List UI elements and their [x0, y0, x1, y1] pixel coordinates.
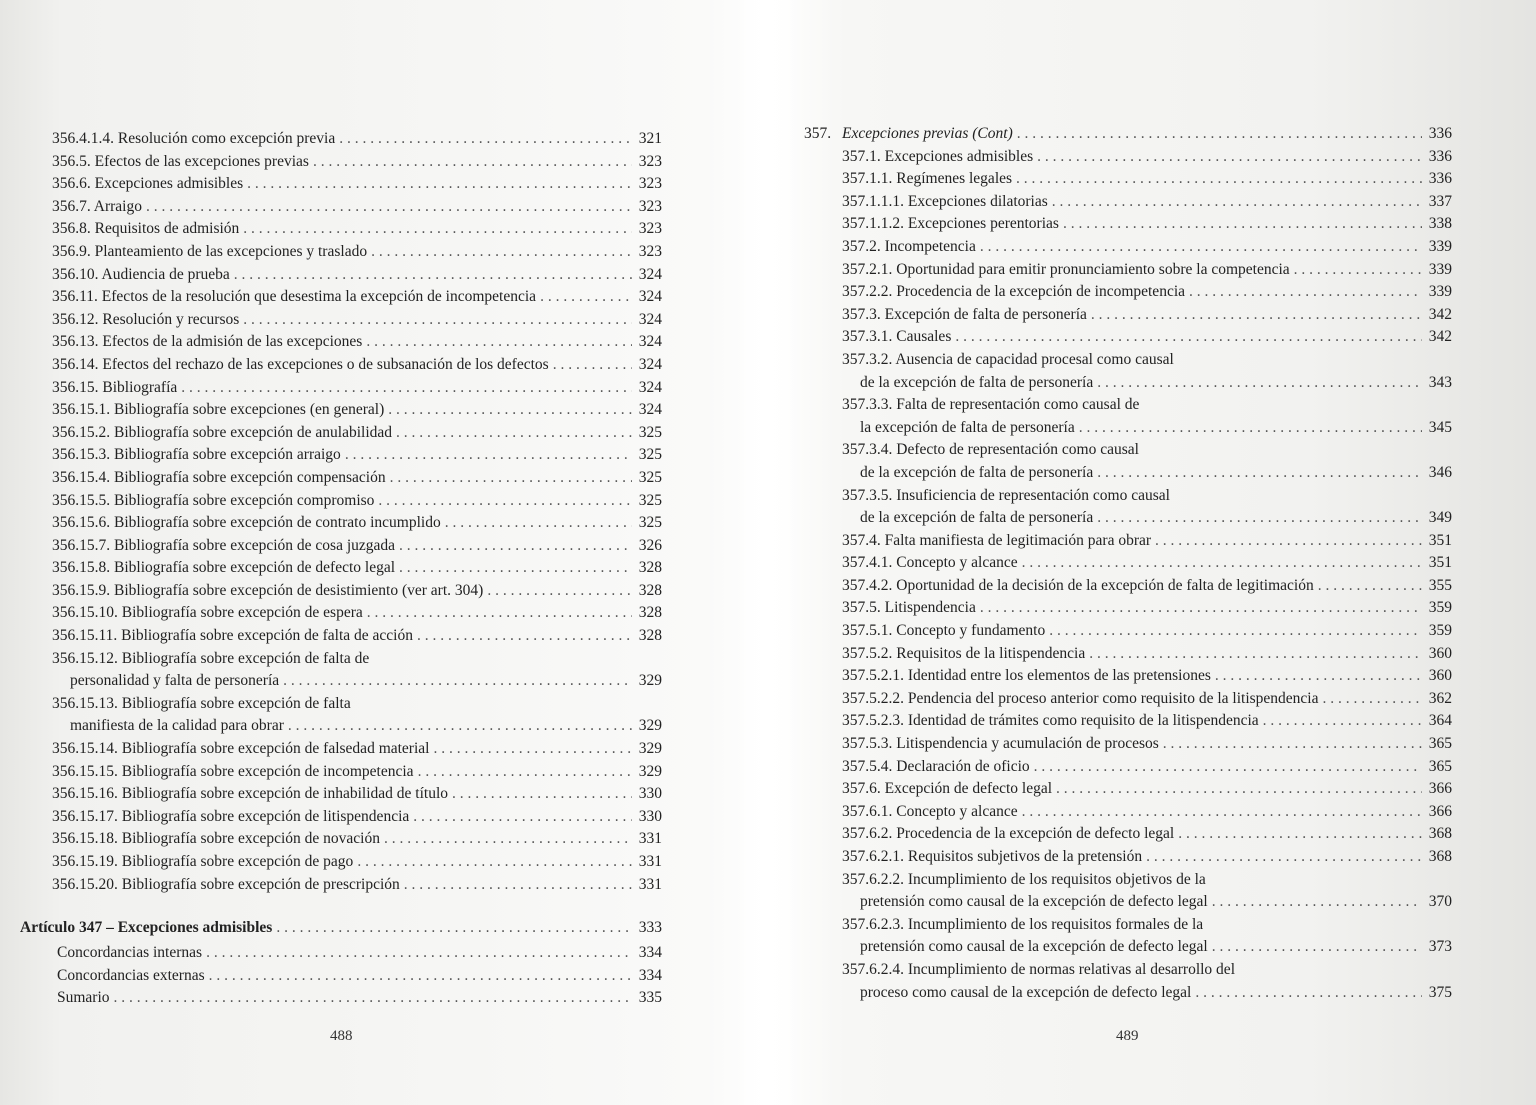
toc-entry-page: 321	[638, 130, 662, 147]
toc-entry-page: 328	[638, 627, 662, 645]
toc-entry-page: 324	[638, 378, 662, 396]
toc-entry	[842, 846, 1452, 869]
toc-entry-page: 328	[638, 604, 662, 622]
article-sub-list	[57, 942, 662, 1010]
toc-entry	[842, 643, 1452, 666]
toc-entry	[842, 281, 1452, 304]
dot-leader	[1022, 552, 1422, 575]
toc-entry-title: 357.6.2. Procedencia de la excepción de defecto legal	[842, 825, 1175, 843]
toc-entry-title-continued: de la excepción de falta de personería	[860, 509, 1094, 527]
toc-entry-page: 336	[1428, 170, 1452, 188]
toc-entry	[842, 914, 1452, 959]
toc-entry	[842, 530, 1452, 553]
toc-entry-page: 375	[1428, 983, 1452, 1001]
toc-entry	[842, 710, 1452, 733]
toc-entry-page: 368	[1428, 848, 1452, 865]
toc-entry	[52, 241, 662, 264]
toc-entry-title: 357.5.2.2. Pendencia del proceso anterior como requisito de la litispendencia	[842, 689, 1319, 707]
toc-entry-title: 356.15.15. Bibliografía sobre excepción de incompetencia	[52, 762, 414, 780]
toc-entry-title: 356.15.1. Bibliografía sobre excepciones (en general)	[52, 401, 385, 419]
toc-entry	[842, 439, 1452, 484]
toc-entry-title: 357.2.2. Procedencia de la excepción de incompetencia	[842, 283, 1186, 301]
toc-entry-title: 357.3.2. Ausencia de capacidad procesal como causal	[842, 350, 1174, 368]
toc-entry	[842, 259, 1452, 282]
toc-entry-page: 323	[638, 152, 662, 170]
toc-entry-page: 342	[1428, 305, 1452, 323]
toc-entry-page: 323	[638, 197, 662, 215]
toc-entry	[52, 580, 662, 603]
toc-entry-title-continued: de la excepción de falta de personería	[860, 373, 1094, 391]
toc-entry-page: 330	[638, 807, 662, 825]
dot-leader	[1022, 801, 1422, 824]
toc-entry-page: 365	[1428, 735, 1452, 753]
toc-entry	[52, 625, 662, 648]
toc-entry	[52, 512, 662, 535]
toc-entry	[52, 602, 662, 625]
toc-entry	[52, 490, 662, 513]
toc-entry-title: 357.5.2.1. Identidad entre los elementos de las pretensiones	[842, 667, 1211, 685]
dot-leader	[1195, 982, 1422, 1005]
dot-leader	[378, 490, 632, 513]
toc-entry-title: 357.5.3. Litispendencia y acumulación de procesos	[842, 735, 1159, 753]
toc-entry-title: Excepciones previas (Cont)	[842, 125, 1013, 142]
toc-entry	[52, 377, 662, 400]
toc-entry	[842, 688, 1452, 711]
toc-entry-page: 351	[1428, 531, 1452, 549]
dot-leader	[243, 218, 632, 241]
toc-entry	[842, 168, 1452, 191]
dot-leader	[1212, 891, 1422, 914]
dot-leader	[487, 580, 632, 603]
dot-leader	[540, 286, 632, 309]
toc-entry-title: 356.15.10. Bibliografía sobre excepción de espera	[52, 604, 363, 622]
dot-leader	[396, 422, 632, 445]
toc-entry-page: 324	[638, 288, 662, 306]
toc-entry-title-continued: pretensión como causal de la excepción de defecto legal	[860, 938, 1208, 956]
toc-entry	[52, 851, 662, 874]
toc-entry	[842, 123, 1452, 146]
toc-entry	[52, 535, 662, 558]
dot-leader	[247, 173, 632, 196]
dot-leader	[1016, 168, 1422, 191]
toc-entry	[842, 756, 1452, 779]
dot-leader	[1263, 710, 1422, 733]
toc-entry-title: Sumario	[57, 989, 110, 1007]
toc-entry-page: 329	[638, 672, 662, 690]
toc-entry	[842, 778, 1452, 801]
dot-leader	[371, 241, 632, 264]
toc-entry-title: Concordancias internas	[57, 944, 203, 961]
article-heading-title: Artículo 347 – Excepciones admisibles	[20, 919, 273, 936]
right-page-number: 489	[1116, 1028, 1139, 1044]
dot-leader	[243, 309, 632, 332]
dot-leader	[1189, 281, 1422, 304]
toc-entry-page: 349	[1428, 509, 1452, 527]
toc-entry-page: 336	[1428, 147, 1452, 165]
toc-entry	[842, 823, 1452, 846]
toc-entry	[842, 349, 1452, 394]
article-heading	[20, 917, 662, 940]
toc-entry-title: 356.15.18. Bibliografía sobre excepción de novación	[52, 830, 380, 848]
dot-leader	[345, 444, 632, 467]
toc-entry-page: 323	[638, 220, 662, 238]
toc-entry-page: 343	[1428, 373, 1452, 391]
toc-entry-page: 326	[638, 536, 662, 554]
dot-leader	[288, 715, 632, 738]
dot-leader	[276, 917, 632, 940]
toc-entry-page: 325	[638, 423, 662, 441]
dot-leader	[1146, 846, 1422, 869]
toc-entry	[52, 648, 662, 693]
toc-entry-title: 356.15.2. Bibliografía sobre excepción de anulabilidad	[52, 423, 393, 441]
toc-entry-title: 357.5.2.3. Identidad de trámites como requisito de la litispendencia	[842, 712, 1259, 730]
toc-entry	[52, 806, 662, 829]
toc-entry-title: 356.9. Planteamiento de las excepciones y traslado	[52, 242, 368, 260]
left-page-number: 488	[330, 1028, 353, 1044]
dot-leader	[1091, 304, 1422, 327]
toc-entry-title: 356.15.5. Bibliografía sobre excepción compromiso	[52, 491, 375, 509]
toc-entry-title: 356.10. Audiencia de prueba	[52, 265, 230, 283]
toc-entry-title: 356.15.13. Bibliografía sobre excepción de falta	[52, 694, 351, 712]
dot-leader	[1097, 462, 1422, 485]
toc-entry-page: 338	[1428, 215, 1452, 233]
toc-entry-page: 331	[638, 830, 662, 848]
toc-entry-title: 357.6.1. Concepto y alcance	[842, 802, 1018, 820]
toc-entry-title: 356.11. Efectos de la resolución que desestima la excepción de incompetencia	[52, 288, 537, 306]
toc-entry-page: 336	[1428, 125, 1452, 142]
toc-entry-page: 325	[638, 514, 662, 532]
toc-entry-title: 356.15.3. Bibliografía sobre excepción arraigo	[52, 446, 341, 464]
toc-entry-page: 329	[638, 762, 662, 780]
dot-leader	[1097, 372, 1422, 395]
toc-entry-title: 357.6.2.2. Incumplimiento de los requisitos objetivos de la	[842, 870, 1206, 888]
toc-entry-page: 324	[638, 401, 662, 419]
dot-leader	[980, 236, 1422, 259]
toc-entry	[57, 965, 662, 988]
dot-leader	[357, 851, 632, 874]
toc-entry-title: 357.5.2. Requisitos de la litispendencia	[842, 644, 1086, 662]
toc-entry-page: 328	[638, 559, 662, 577]
toc-entry	[52, 399, 662, 422]
toc-entry	[842, 733, 1452, 756]
toc-entry	[842, 801, 1452, 824]
dot-leader	[399, 557, 632, 580]
toc-entry-page: 359	[1428, 599, 1452, 617]
toc-entry-title: 356.15.19. Bibliografía sobre excepción de pago	[52, 853, 354, 870]
right-toc-list	[842, 123, 1452, 1004]
toc-entry-title: 357.1.1. Regímenes legales	[842, 170, 1013, 188]
toc-entry-page: 339	[1428, 237, 1452, 255]
toc-entry-title: 356.6. Excepciones admisibles	[52, 175, 244, 193]
dot-leader	[367, 602, 632, 625]
dot-leader	[1212, 936, 1422, 959]
toc-entry-title: 356.8. Requisitos de admisión	[52, 220, 240, 238]
toc-entry-title: 356.14. Efectos del rechazo de las excepciones o de subsanación de los defectos	[52, 355, 549, 373]
toc-entry-page: 329	[638, 740, 662, 758]
toc-entry-title: 357.5. Litispendencia	[842, 599, 976, 617]
dot-leader	[313, 151, 632, 174]
toc-entry	[52, 422, 662, 445]
toc-entry	[842, 485, 1452, 530]
toc-entry	[52, 761, 662, 784]
dot-leader	[146, 196, 632, 219]
toc-entry	[842, 597, 1452, 620]
toc-entry	[52, 331, 662, 354]
toc-entry-title: 357.1.1.1. Excepciones dilatorias	[842, 192, 1048, 210]
toc-entry-page: 329	[638, 717, 662, 735]
dot-leader	[390, 467, 632, 490]
dot-leader	[413, 806, 632, 829]
toc-entry	[52, 738, 662, 761]
toc-entry	[842, 236, 1452, 259]
toc-entry	[842, 665, 1452, 688]
dot-leader	[209, 965, 632, 988]
dot-leader	[1097, 507, 1422, 530]
toc-entry-page: 345	[1428, 418, 1452, 436]
toc-entry	[57, 942, 662, 965]
toc-entry	[52, 218, 662, 241]
toc-entry-title: 357.6.2.4. Incumplimiento de normas relativas al desarrollo del	[842, 960, 1235, 978]
dot-leader	[283, 670, 632, 693]
toc-entry-page: 346	[1428, 463, 1452, 481]
dot-leader	[388, 399, 632, 422]
toc-entry-page: 328	[638, 581, 662, 599]
toc-entry-title: 356.15.16. Bibliografía sobre excepción de inhabilidad de título	[52, 785, 449, 803]
dot-leader	[1155, 530, 1422, 553]
toc-entry-title: 357.6.2.1. Requisitos subjetivos de la pretensión	[842, 848, 1143, 865]
dot-leader	[404, 874, 632, 897]
dot-leader	[1178, 823, 1422, 846]
dot-leader	[1052, 191, 1422, 214]
toc-entry	[842, 552, 1452, 575]
dot-leader	[1322, 688, 1422, 711]
toc-entry-title: 357.4.2. Oportunidad de la decisión de la excepción de falta de legitimación	[842, 576, 1314, 594]
toc-entry-page: 325	[638, 491, 662, 509]
toc-entry-page: 323	[638, 242, 662, 260]
toc-entry-title: 357.3.4. Defecto de representación como causal	[842, 441, 1139, 459]
toc-entry	[52, 286, 662, 309]
toc-entry	[52, 128, 662, 151]
dot-leader	[384, 828, 632, 851]
toc-entry-page: 331	[638, 875, 662, 893]
toc-entry-title: 357.6. Excepción de defecto legal	[842, 780, 1053, 798]
toc-entry	[842, 304, 1452, 327]
article-heading-page: 333	[638, 919, 662, 936]
toc-entry-title: 356.15.17. Bibliografía sobre excepción de litispendencia	[52, 807, 410, 825]
toc-entry	[52, 196, 662, 219]
dot-leader	[452, 783, 632, 806]
toc-entry-title: 357.1.1.2. Excepciones perentorias	[842, 215, 1059, 233]
toc-entry-title: 357.3.3. Falta de representación como causal de	[842, 396, 1140, 414]
toc-entry-page: 324	[638, 265, 662, 283]
toc-entry-title: 357.4.1. Concepto y alcance	[842, 554, 1018, 572]
toc-entry	[842, 620, 1452, 643]
toc-entry-title: 356.5. Efectos de las excepciones previas	[52, 152, 309, 170]
toc-entry-page: 370	[1428, 893, 1452, 911]
dot-leader	[433, 738, 632, 761]
dot-leader	[1063, 213, 1422, 236]
toc-entry-page: 355	[1428, 576, 1452, 594]
dot-leader	[1089, 643, 1422, 666]
toc-entry	[57, 987, 662, 1010]
toc-entry-title: 356.15.20. Bibliografía sobre excepción de prescripción	[52, 875, 400, 893]
toc-entry-page: 335	[638, 989, 662, 1007]
left-toc-list	[52, 128, 662, 896]
dot-leader	[1215, 665, 1422, 688]
dot-leader	[955, 326, 1422, 349]
toc-entry-page: 362	[1428, 689, 1452, 707]
dot-leader	[1037, 146, 1422, 169]
toc-entry-title: 357.2.1. Oportunidad para emitir pronunciamiento sobre la competencia	[842, 260, 1290, 278]
toc-entry-page: 324	[638, 310, 662, 328]
toc-entry-title: 357.4. Falta manifiesta de legitimación para obrar	[842, 531, 1152, 549]
toc-entry	[842, 191, 1452, 214]
dot-leader	[206, 942, 632, 965]
toc-entry-title: 356.12. Resolución y recursos	[52, 310, 240, 328]
dot-leader	[339, 128, 632, 151]
toc-entry-page: 334	[638, 966, 662, 984]
toc-entry-title: 356.15.4. Bibliografía sobre excepción compensación	[52, 468, 386, 486]
toc-entry-title-continued: pretensión como causal de la excepción de defecto legal	[860, 893, 1208, 911]
toc-entry	[52, 354, 662, 377]
toc-entry	[52, 874, 662, 897]
toc-entry-title: 356.15.6. Bibliografía sobre excepción de contrato incumplido	[52, 514, 441, 532]
toc-entry	[842, 575, 1452, 598]
toc-entry-page: 324	[638, 333, 662, 351]
dot-leader	[1017, 123, 1422, 146]
toc-entry-page: 334	[638, 944, 662, 961]
toc-entry-page: 330	[638, 785, 662, 803]
dot-leader	[399, 535, 632, 558]
dot-leader	[181, 377, 632, 400]
toc-entry-title: 356.15.11. Bibliografía sobre excepción de falta de acción	[52, 627, 413, 645]
toc-entry	[842, 326, 1452, 349]
toc-entry	[842, 213, 1452, 236]
toc-entry	[842, 869, 1452, 914]
toc-entry-page: 325	[638, 468, 662, 486]
toc-entry-title-continued: personalidad y falta de personería	[70, 672, 280, 690]
dot-leader	[417, 625, 632, 648]
toc-entry-title: 356.15.12. Bibliografía sobre excepción de falta de	[52, 649, 370, 667]
toc-entry-page: 337	[1428, 192, 1452, 210]
toc-entry-title-continued: la excepción de falta de personería	[860, 418, 1075, 436]
dot-leader	[1318, 575, 1422, 598]
toc-entry	[842, 394, 1452, 439]
toc-entry-page: 339	[1428, 260, 1452, 278]
toc-entry	[842, 146, 1452, 169]
section-number: 357.	[804, 125, 832, 142]
dot-leader	[1163, 733, 1422, 756]
toc-entry-title: 357.2. Incompetencia	[842, 237, 976, 255]
toc-entry-page: 364	[1428, 712, 1452, 730]
toc-entry-page: 360	[1428, 644, 1452, 662]
toc-entry-page: 366	[1428, 802, 1452, 820]
toc-entry	[52, 693, 662, 738]
toc-entry-title: Concordancias externas	[57, 966, 205, 984]
toc-entry	[52, 444, 662, 467]
toc-entry-title: 357.3.5. Insuficiencia de representación como causal	[842, 486, 1170, 504]
toc-entry	[52, 557, 662, 580]
dot-leader	[980, 597, 1422, 620]
dot-leader	[1049, 620, 1422, 643]
toc-entry-title-continued: manifiesta de la calidad para obrar	[70, 717, 284, 735]
toc-entry-page: 373	[1428, 938, 1452, 956]
toc-entry-page: 323	[638, 175, 662, 193]
toc-entry-page: 360	[1428, 667, 1452, 685]
toc-entry-title: 357.5.4. Declaración de oficio	[842, 757, 1030, 775]
toc-entry-page: 342	[1428, 328, 1452, 346]
toc-entry	[52, 309, 662, 332]
dot-leader	[1294, 259, 1422, 282]
toc-entry-page: 365	[1428, 757, 1452, 775]
toc-entry-title: 357.5.1. Concepto y fundamento	[842, 622, 1046, 640]
toc-entry-page: 366	[1428, 780, 1452, 798]
toc-entry	[52, 467, 662, 490]
dot-leader	[418, 761, 632, 784]
toc-entry	[52, 783, 662, 806]
toc-entry-title: 356.15.9. Bibliografía sobre excepción de desistimiento (ver art. 304)	[52, 581, 484, 599]
toc-entry-title: 357.6.2.3. Incumplimiento de los requisitos formales de la	[842, 915, 1204, 933]
toc-entry-title: 356.15.7. Bibliografía sobre excepción de cosa juzgada	[52, 536, 396, 554]
toc-entry-title-continued: proceso como causal de la excepción de defecto legal	[860, 983, 1192, 1001]
toc-entry-title: 357.3. Excepción de falta de personería	[842, 305, 1087, 323]
toc-entry-title: 356.13. Efectos de la admisión de las excepciones	[52, 333, 363, 351]
toc-entry-title: 356.4.1.4. Resolución como excepción previa	[52, 130, 336, 147]
toc-entry-page: 339	[1428, 283, 1452, 301]
toc-entry-title: 357.3.1. Causales	[842, 328, 952, 346]
toc-entry	[52, 828, 662, 851]
toc-entry-page: 368	[1428, 825, 1452, 843]
toc-entry-page: 331	[638, 853, 662, 870]
toc-entry-title: 356.15.14. Bibliografía sobre excepción de falsedad material	[52, 740, 430, 758]
toc-entry-page: 324	[638, 355, 662, 373]
dot-leader	[1056, 778, 1422, 801]
dot-leader	[553, 354, 632, 377]
toc-entry-title: 356.15.8. Bibliografía sobre excepción de defecto legal	[52, 559, 396, 577]
toc-entry-page: 325	[638, 446, 662, 464]
toc-entry	[842, 959, 1452, 1004]
dot-leader	[1079, 417, 1422, 440]
toc-entry-page: 351	[1428, 554, 1452, 572]
toc-entry	[52, 173, 662, 196]
dot-leader	[445, 512, 632, 535]
toc-entry-title-continued: de la excepción de falta de personería	[860, 463, 1094, 481]
dot-leader	[366, 331, 632, 354]
toc-entry-title: 356.15. Bibliografía	[52, 378, 178, 396]
toc-entry-page: 359	[1428, 622, 1452, 640]
toc-entry	[52, 151, 662, 174]
book-gutter	[735, 0, 801, 1105]
toc-entry	[52, 264, 662, 287]
dot-leader	[114, 987, 632, 1010]
toc-entry-title: 357.1. Excepciones admisibles	[842, 147, 1034, 165]
dot-leader	[1034, 756, 1422, 779]
toc-entry-title: 356.7. Arraigo	[52, 197, 142, 215]
dot-leader	[234, 264, 632, 287]
